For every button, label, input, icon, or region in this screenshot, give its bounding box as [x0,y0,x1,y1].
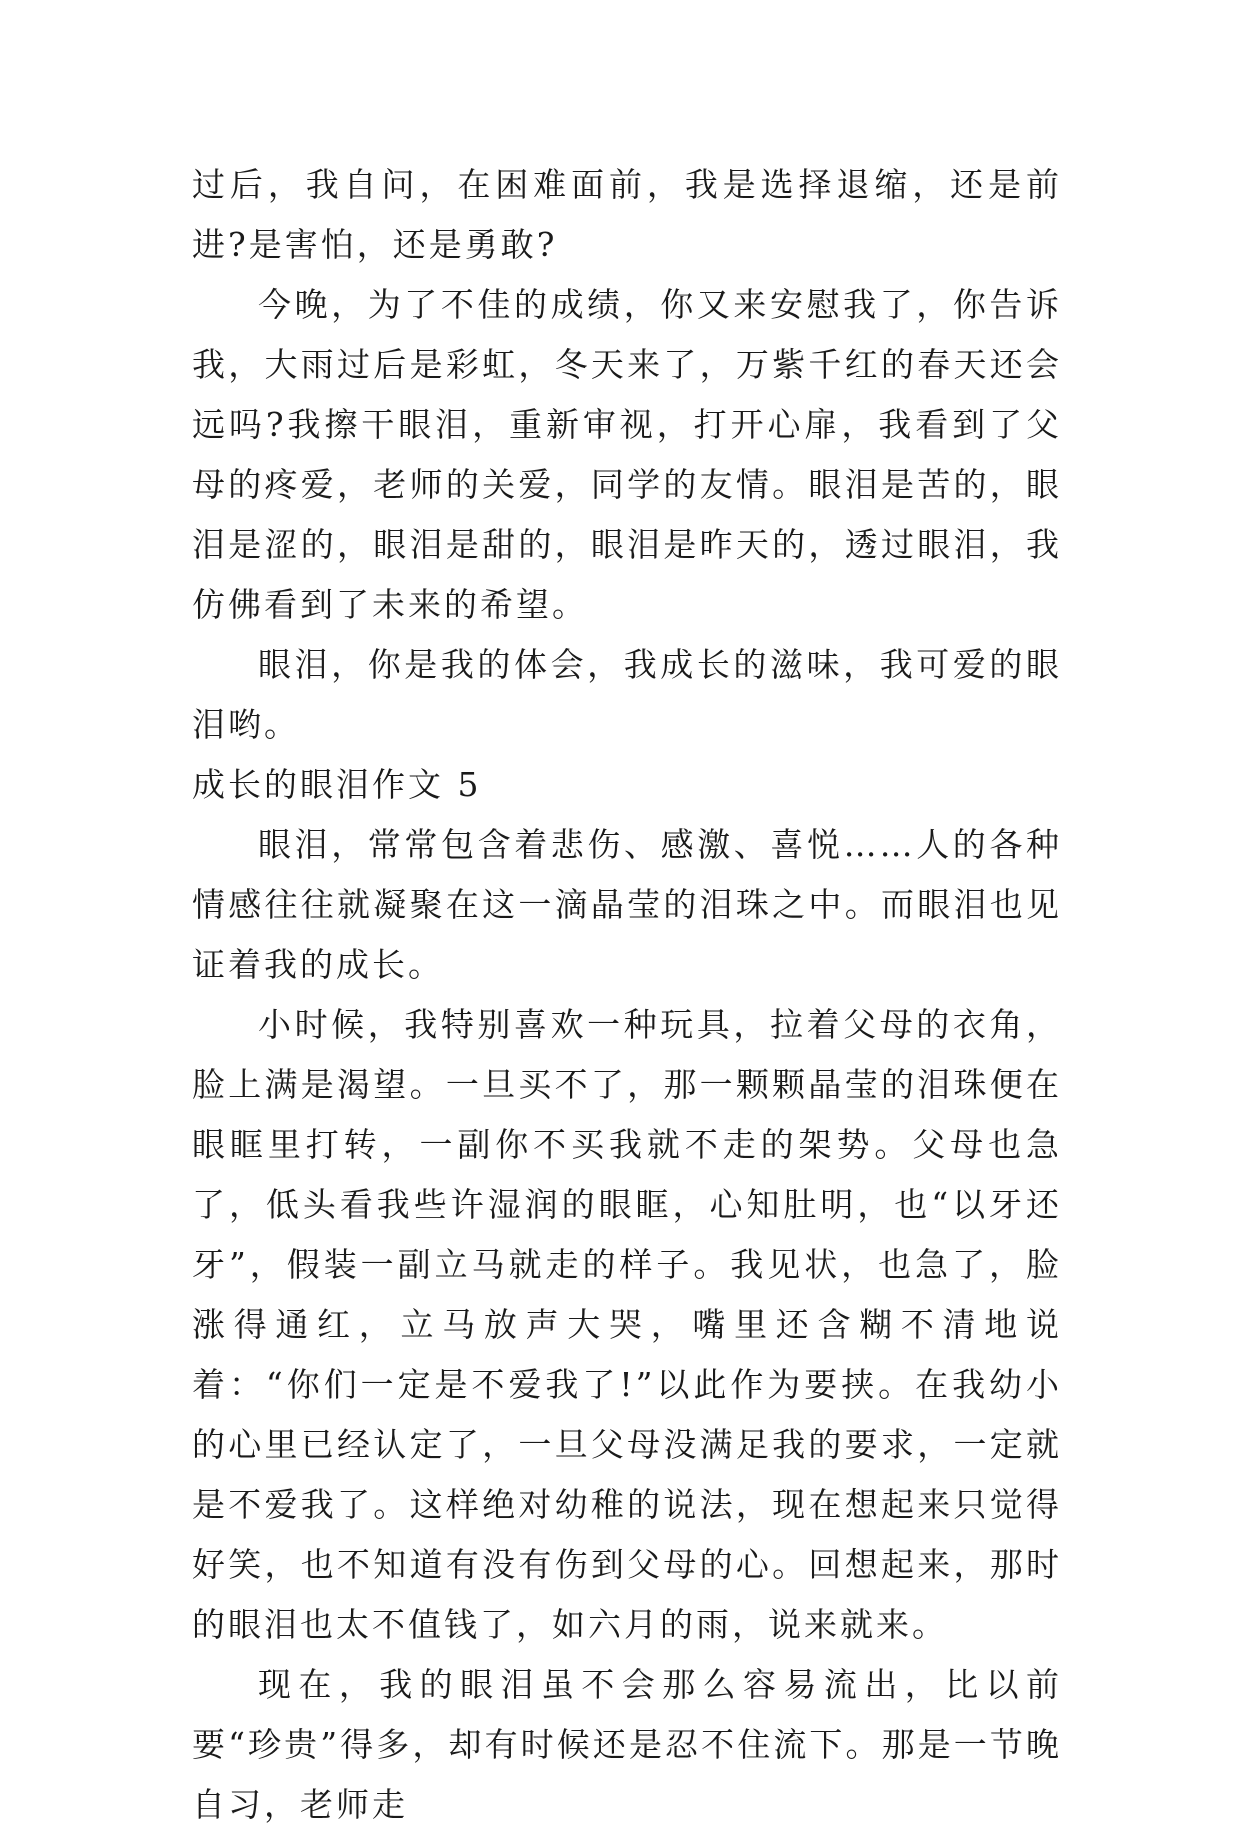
paragraph-4: 眼泪，常常包含着悲伤、感激、喜悦……人的各种情感往往就凝聚在这一滴晶莹的泪珠之中。而眼泪也见证着我的成长。 [192,825,1062,984]
section-heading: 成长的眼泪作文 5 [192,765,482,804]
paragraph-1: 过后，我自问，在困难面前，我是选择退缩，还是前进?是害怕，还是勇敢? [192,165,1062,264]
paragraph-2: 今晚，为了不佳的成绩，你又来安慰我了，你告诉我，大雨过后是彩虹，冬天来了，万紫千红的春天还会远吗?我擦干眼泪，重新审视，打开心扉，我看到了父母的疼爱，老师的关爱，同学的友情。眼泪是苦的，眼泪是涩的，眼泪是甜的，眼泪是昨天的，透过眼泪，我仿佛看到了未来的希望。 [192,285,1062,624]
document-body [192,155,1062,1835]
paragraph-5: 小时候，我特别喜欢一种玩具，拉着父母的衣角，脸上满是渴望。一旦买不了，那一颗颗晶莹的泪珠便在眼眶里打转，一副你不买我就不走的架势。父母也急了，低头看我些许湿润的眼眶，心知肚明，也“以牙还牙”，假装一副立马就走的样子。我见状，也急了，脸涨得通红，立马放声大哭，嘴里还含糊不清地说着：“你们一定是不爱我了!”以此作为要挟。在我幼小的心里已经认定了，一旦父母没满足我的要求，一定就是不爱我了。这样绝对幼稚的说法，现在想起来只觉得好笑，也不知道有没有伤到父母的心。回想起来，那时的眼泪也太不值钱了，如六月的雨，说来就来。 [192,1005,1062,1644]
paragraph-3: 眼泪，你是我的体会，我成长的滋味，我可爱的眼泪哟。 [192,645,1062,744]
paragraph-6: 现在，我的眼泪虽不会那么容易流出，比以前要“珍贵”得多，却有时候还是忍不住流下。那是一节晚自习，老师走 [192,1665,1062,1824]
